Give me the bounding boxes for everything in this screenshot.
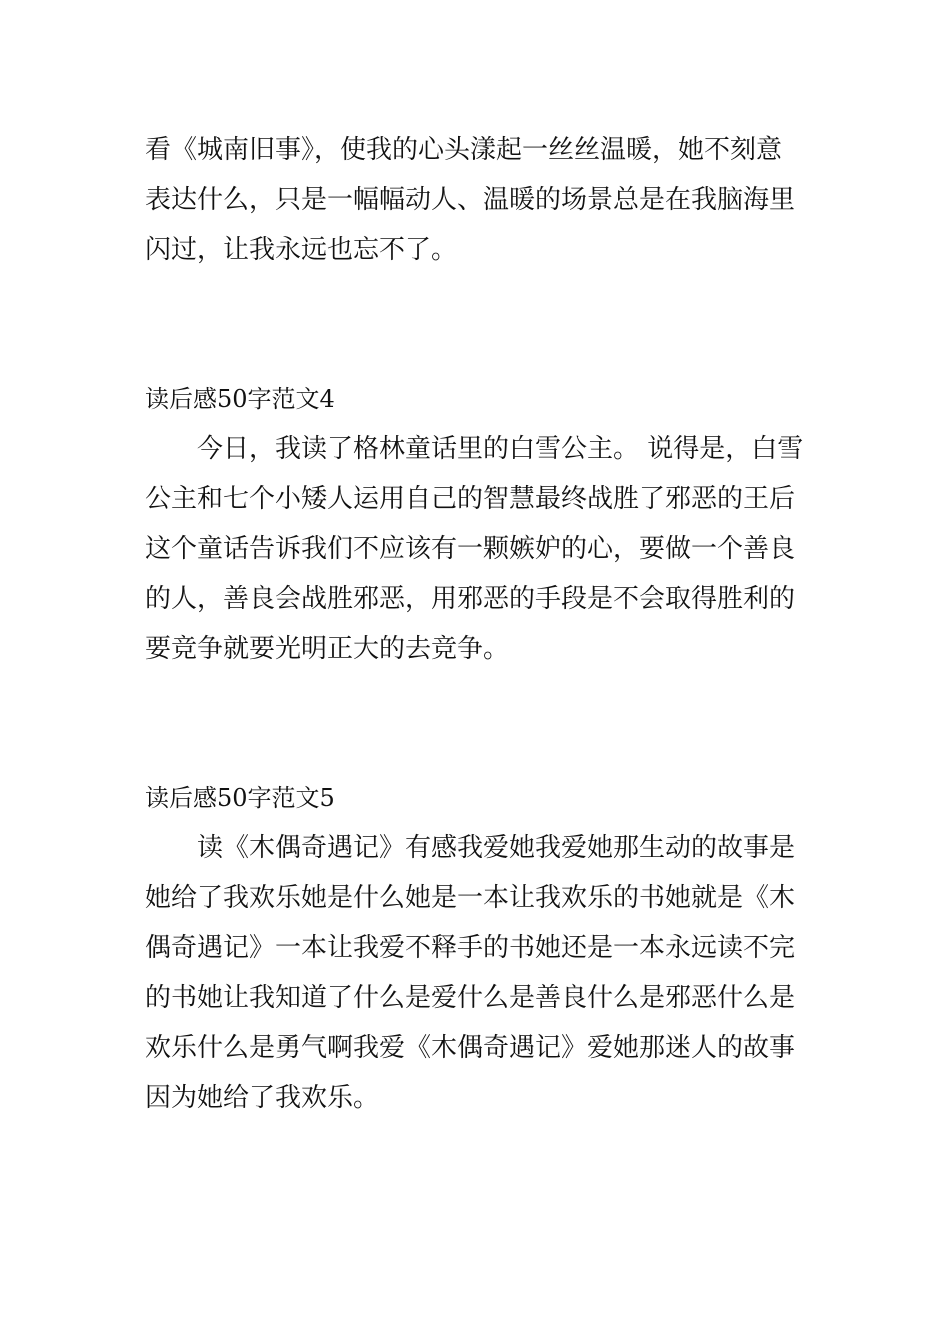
section-heading: 读后感50字范文5 <box>145 784 335 812</box>
paragraph-line: 欢乐什么是勇气啊我爱《木偶奇遇记》爱她那迷人的故事 <box>145 1033 796 1063</box>
paragraph-line: 读《木偶奇遇记》有感我爱她我爱她那生动的故事是 <box>145 833 796 863</box>
paragraph-line: 偶奇遇记》一本让我爱不释手的书她还是一本永远读不完 <box>145 933 796 963</box>
paragraph-line: 要竞争就要光明正大的去竞争。 <box>145 634 510 664</box>
paragraph-line: 闪过，让我永远也忘不了。 <box>145 235 458 265</box>
paragraph-line: 表达什么，只是一幅幅动人、温暖的场景总是在我脑海里 <box>145 185 796 215</box>
paragraph-line: 的书她让我知道了什么是爱什么是善良什么是邪恶什么是 <box>145 983 796 1013</box>
paragraph-line: 因为她给了我欢乐。 <box>145 1083 380 1113</box>
paragraph-line: 她给了我欢乐她是什么她是一本让我欢乐的书她就是《木 <box>145 883 796 913</box>
paragraph-line: 这个童话告诉我们不应该有一颗嫉妒的心，要做一个善良 <box>145 534 796 564</box>
paragraph-line: 看《城南旧事》，使我的心头漾起一丝丝温暖，她不刻意 <box>145 135 783 165</box>
paragraph-line: 今日，我读了格林童话里的白雪公主。 说得是，白雪 <box>145 434 804 464</box>
paragraph-line: 公主和七个小矮人运用自己的智慧最终战胜了邪恶的王后 <box>145 484 796 514</box>
paragraph-line: 的人，善良会战胜邪恶，用邪恶的手段是不会取得胜利的 <box>145 584 796 614</box>
section-heading: 读后感50字范文4 <box>145 385 335 413</box>
